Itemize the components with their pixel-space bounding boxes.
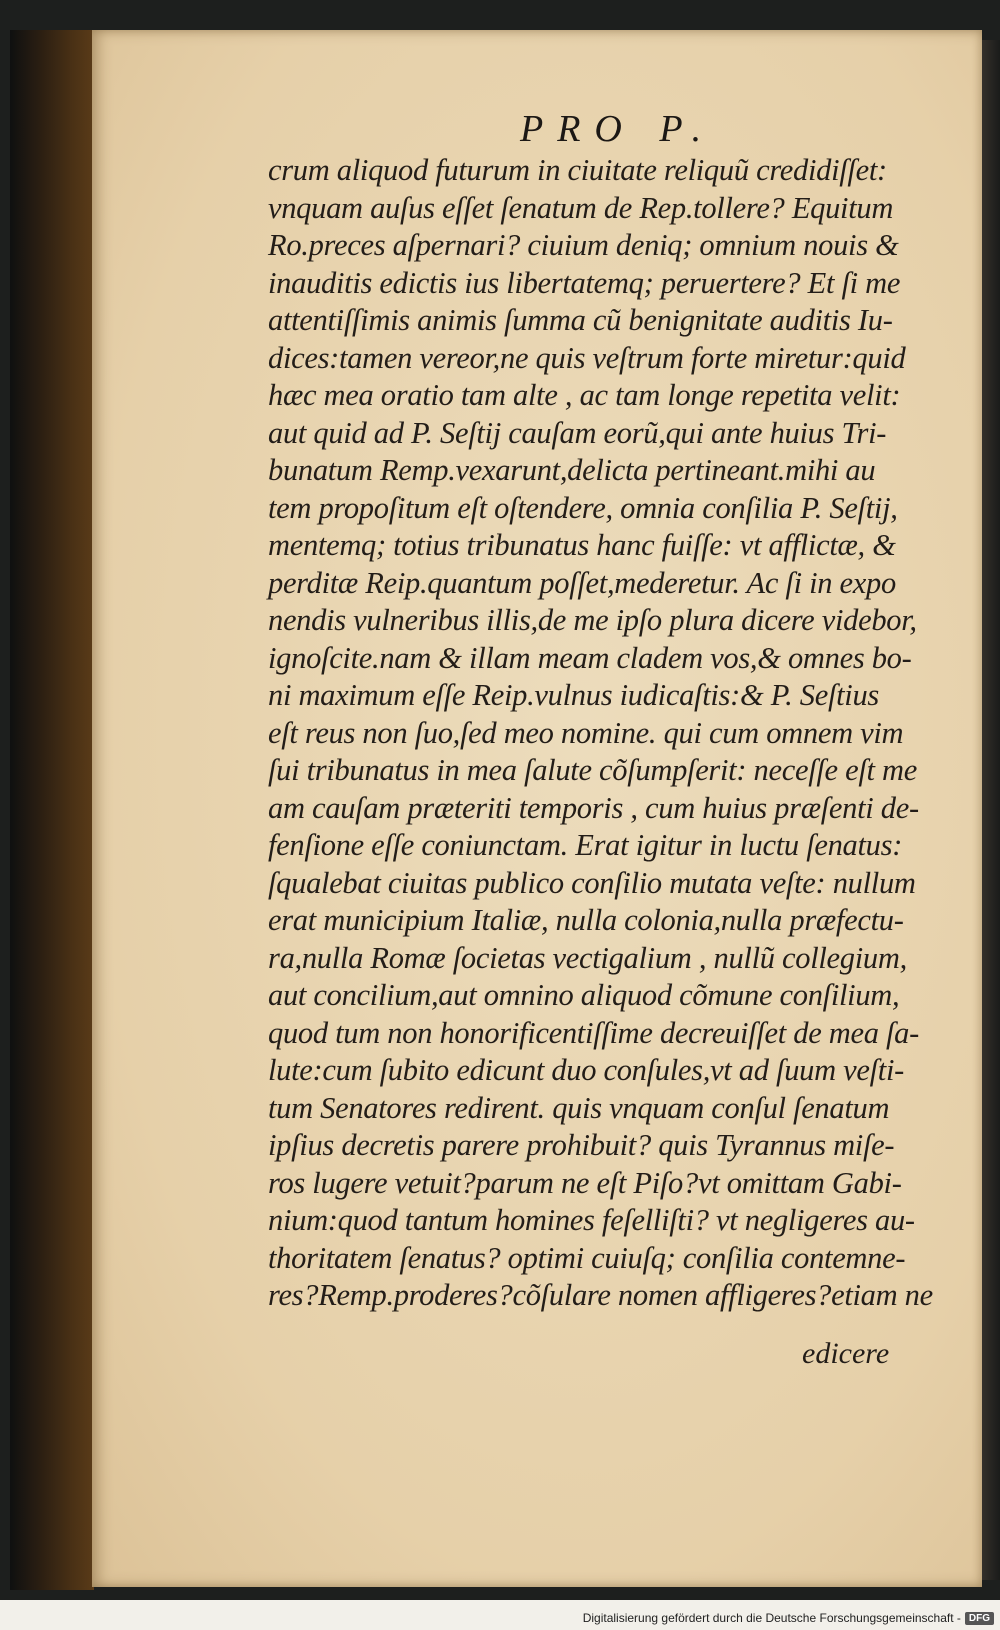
text-line: vnquam auſus eſſet ſenatum de Rep.tollere? Equitum [268,190,894,225]
body-text [268,152,988,1315]
text-line: nium:quod tantum homines feſelliſti? vt negligeres au- [268,1203,915,1237]
dfg-logo-icon: DFG [965,1612,994,1625]
text-line: aut concilium,aut omnino aliquod cõmune conſilium, [268,978,900,1012]
text-line: eſt reus non ſuo,ſed meo nomine. qui cum omnem vim [268,715,904,750]
text-line: quod tum non honorificentiſſime decreuiſſet de mea ſa- [268,1015,919,1050]
book-binding [10,30,94,1590]
text-line: thoritatem ſenatus? optimi cuiuſq; conſilia contemne- [268,1240,906,1275]
text-line: mentemq; totius tribunatus hanc fuiſſe: vt afflictæ, & [268,528,896,562]
text-line: am cauſam præteriti temporis , cum huius præſenti de- [268,790,919,825]
text-line: perditæ Reip.quantum poſſet,mederetur. Ac ſi in expo [268,565,896,600]
text-line: tem propoſitum eſt oſtendere, omnia conſilia P. Seſtij, [268,490,898,525]
text-line: ros lugere vetuit?parum ne eſt Piſo?vt omittam Gabi- [268,1165,902,1200]
text-line: ignoſcite.nam & illam meam cladem vos,& omnes bo- [268,640,912,675]
text-line: hæc mea oratio tam alte , ac tam longe repetita velit: [268,378,901,412]
text-line: lute:cum ſubito edicunt duo conſules,vt ad ſuum veſti- [268,1053,905,1087]
text-line: nendis vulneribus illis,de me ipſo plura dicere videbor, [268,603,917,637]
text-line: crum aliquod futurum in ciuitate reliquũ credidiſſet: [268,153,887,187]
text-line: aut quid ad P. Seſtij cauſam eorũ,qui ante huius Tri- [268,415,887,450]
text-line: tum Senatores redirent. quis vnquam conſul ſenatum [268,1090,890,1125]
text-line: ipſius decretis parere prohibuit? quis Tyrannus miſe- [268,1128,895,1162]
digitization-credit [583,1611,994,1625]
text-line: ni maximum eſſe Reip.vulnus iudicaſtis:& P. Seſtius [268,678,879,712]
text-line: fenſione eſſe coniunctam. Erat igitur in luctu ſenatus: [268,828,903,862]
credit-text: Digitalisierung gefördert durch die Deutsche Forschungsgemeinschaft - [582,1611,961,1625]
text-line: ſui tribunatus in mea ſalute cõſumpſerit: neceſſe eſt me [268,753,917,787]
text-line: ſqualebat ciuitas publico conſilio mutata veſte: nullum [268,865,916,900]
text-line: dices:tamen vereor,ne quis veſtrum forte miretur:quid [268,340,906,375]
text-line: res?Remp.proderes?cõſulare nomen affligeres?etiam ne [268,1278,933,1312]
text-line: erat municipium Italiæ, nulla colonia,nulla præfectu- [268,903,904,937]
text-line: attentiſſimis animis ſumma cũ benignitate auditis Iu- [268,303,893,337]
text-line: Ro.preces aſpernari? ciuium deniq; omnium nouis & [268,228,899,262]
running-head: PRO P. [520,108,716,150]
catchword: edicere [802,1337,890,1370]
text-line: inauditis edictis ius libertatemq; peruertere? Et ſi me [268,265,901,300]
text-line: bunatum Remp.vexarunt,delicta pertineant.mihi au [268,453,876,487]
text-line: ra,nulla Romæ ſocietas vectigalium , nullũ collegium, [268,940,907,975]
